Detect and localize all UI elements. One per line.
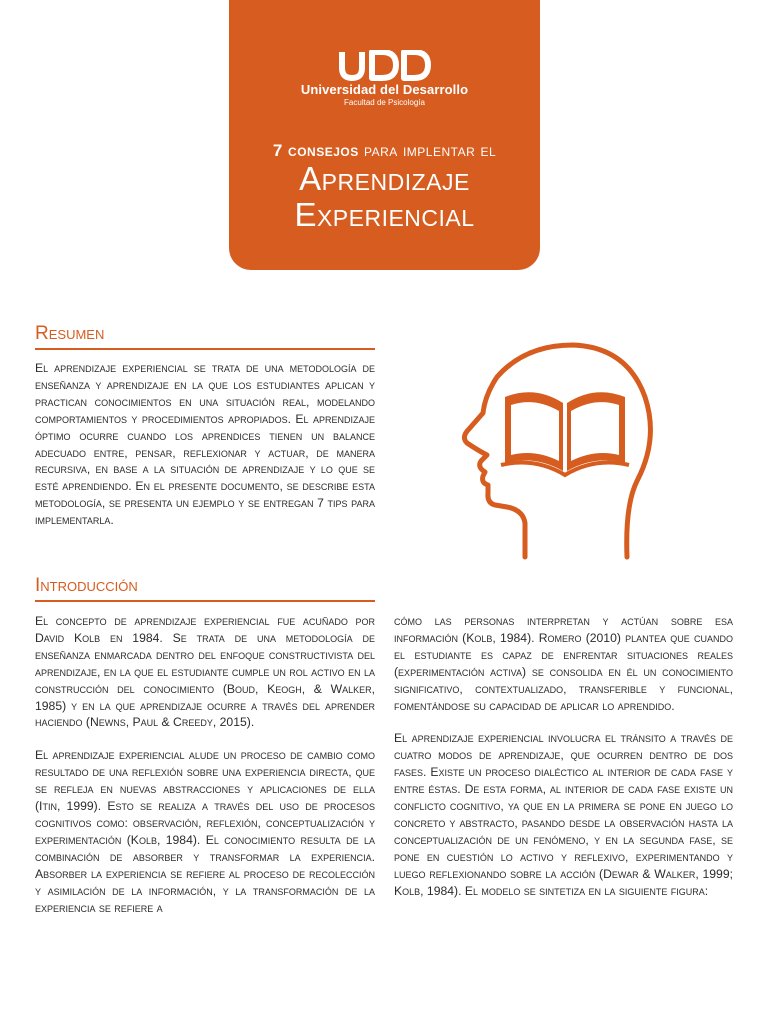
- subtitle: [229, 141, 540, 161]
- intro-right-column: [394, 613, 733, 916]
- intro-paragraph-4: El aprendizaje experiencial involucra el tránsito a través de cuatro modos de aprendizaje, que ocurren dentro de dos fases. Existe un proceso dialéctico al interior de cada fase y entre éstas. De esta forma, al interior de cada fase existe un conflicto cognitivo, ya que en la primera se pone en juego lo concreto y abstracto, pasando desde la observación hasta la conceptualización de un fenómeno, y en la segunda fase, se pone en cuestión lo activo y reflexivo, experimentando y luego reflexionando sobre la acción (Dewar & Walker, 1999; Kolb, 1984). El modelo se sintetiza en la siguiente figura:: [394, 731, 733, 898]
- intro-left-column: [35, 613, 375, 932]
- header-banner: [229, 0, 540, 270]
- intro-paragraph-2: El aprendizaje experiencial alude un proceso de cambio como resultado de una reflexión sobre una experiencia directa, que se refleja en nuevas abstracciones y aplicaciones de ella (Itin, 1999). Esto se realiza a través del uso de procesos cognitivos como: observación, reflexión, conceptualización y experimentación (Kolb, 1984). El conocimiento resulta de la combinación de absorber y transformar la experiencia. Absorber la experiencia se refiere al proceso de recolección y asimilación de la información, y la transformación de la experiencia se refiere a: [35, 748, 375, 915]
- resumen-paragraph: El aprendizaje experiencial se trata de una metodología de enseñanza y aprendizaje en la que los estudiantes aplican y practican conocimientos en una situación real, modelando comportamientos y procedimientos apropiados. El aprendizaje óptimo ocurre cuando los aprendices tienen un balance adecuado entre, pensar, reflexionar y actuar, de manera recursiva, en base a la situación de aprendizaje y lo que se esté aprendiendo. En el presente documento, se describe esta metodología, se presenta un ejemplo y se entregan 7 tips para implementarla.: [35, 361, 375, 528]
- head-with-open-book-icon: [455, 335, 660, 560]
- udd-logo-icon: [334, 50, 434, 82]
- resumen-heading: Resumen: [35, 323, 375, 350]
- university-name: Universidad del Desarrollo: [300, 82, 469, 97]
- title-line-2: Experiencial: [294, 196, 475, 233]
- introduccion-heading: Introducción: [35, 575, 375, 602]
- intro-paragraph-1: El concepto de aprendizaje experiencial fue acuñado por David Kolb en 1984. Se trata de una metodología de enseñanza enmarcada dentro del enfoque constructivista del aprendizaje, en la que el estudiante cumple un rol activo en la construcción del conocimiento (Boud, Keogh, & Walker, 1985) y en la que aprendizaje ocurre a través del aprender haciendo (Newns, Paul & Creedy, 2015).: [35, 614, 375, 730]
- faculty-name: Facultad de Psicología: [344, 98, 425, 107]
- resumen-body: [35, 360, 375, 545]
- intro-paragraph-3: cómo las personas interpretan y actúan sobre esa información (Kolb, 1984). Romero (2010) plantea que cuando el estudiante es capaz de enfrentar situaciones reales (experimentación activa) se consolida en él un conocimiento significativo, contextualizado, transferible y funcional, fomentándose su capacidad de aplicar lo aprendido.: [394, 614, 733, 713]
- title-line-1: Aprendizaje: [299, 160, 470, 197]
- subtitle-rest: para implentar el: [363, 141, 497, 160]
- subtitle-bold: 7 consejos: [272, 141, 359, 160]
